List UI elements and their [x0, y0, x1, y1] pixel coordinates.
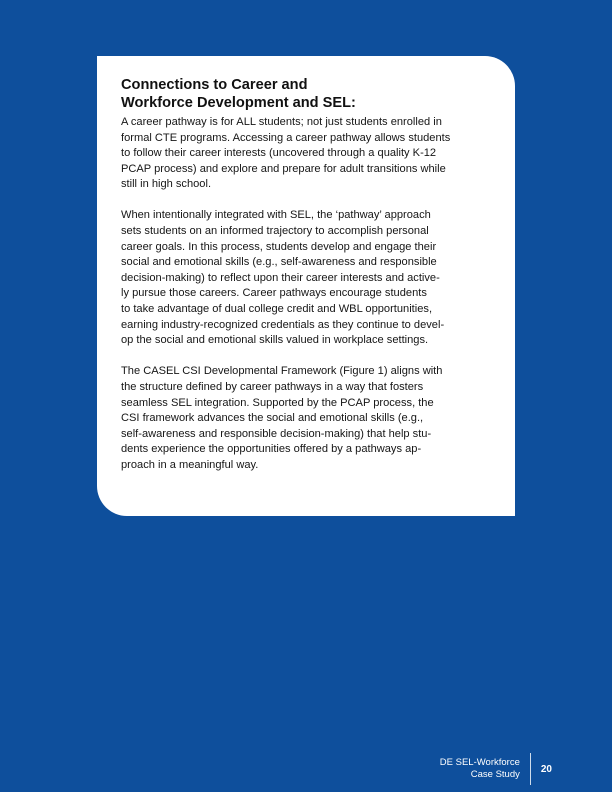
- page-footer: [440, 753, 552, 785]
- text-line: A career pathway is for ALL students; not just students enrolled in: [121, 116, 442, 128]
- text-line: decision-making) to reflect upon their career interests and active-: [121, 271, 440, 284]
- text-line: The CASEL CSI Developmental Framework (Figure 1) aligns with: [121, 365, 443, 378]
- text-line: op the social and emotional skills valued in workplace settings.: [121, 334, 429, 347]
- heading-line: Connections to Career and: [121, 77, 308, 93]
- footer-title-line: Case Study: [470, 769, 520, 780]
- text-line: When intentionally integrated with SEL, the ‘pathway’ approach: [121, 209, 431, 222]
- heading-line: Workforce Development and SEL:: [121, 94, 356, 111]
- text-line: CSI framework advances the social and emotional skills (e.g.,: [121, 412, 424, 425]
- text-line: career goals. In this process, students develop and engage their: [121, 240, 437, 253]
- text-line: proach in a meaningful way.: [121, 458, 259, 471]
- paragraph-casel-framework: [121, 364, 491, 473]
- text-line: social and emotional skills (e.g., self-awareness and responsible: [121, 256, 437, 269]
- text-line: dents experience the opportunities offered by a pathways ap-: [121, 443, 422, 456]
- content-card: [97, 56, 515, 516]
- text-line: still in high school.: [121, 178, 212, 191]
- footer-document-title: [440, 757, 530, 782]
- paragraph-sel-integration: [121, 208, 491, 348]
- footer-title-line: DE SEL-Workforce: [439, 756, 520, 768]
- text-line: seamless SEL integration. Supported by the PCAP process, the: [121, 396, 434, 409]
- text-line: ly pursue those careers. Career pathways encourage students: [121, 287, 427, 300]
- text-line: the structure defined by career pathways in a way that fosters: [121, 380, 424, 393]
- text-line: sets students on an informed trajectory to accomplish personal: [121, 225, 429, 238]
- page-number: 20: [540, 763, 552, 775]
- text-line: to follow their career interests (uncovered through a quality K-12: [121, 147, 437, 160]
- text-line: earning industry-recognized credentials as they continue to devel-: [121, 318, 445, 331]
- text-line: formal CTE programs. Accessing a career pathway allows students: [121, 131, 451, 144]
- footer-divider: [530, 753, 531, 785]
- paragraph-career-pathway: [121, 115, 491, 193]
- text-line: self-awareness and responsible decision-making) that help stu-: [121, 427, 432, 440]
- section-heading: [121, 77, 491, 112]
- text-line: to take advantage of dual college credit and WBL opportunities,: [121, 303, 433, 316]
- text-line: PCAP process) and explore and prepare for adult transitions while: [121, 162, 446, 175]
